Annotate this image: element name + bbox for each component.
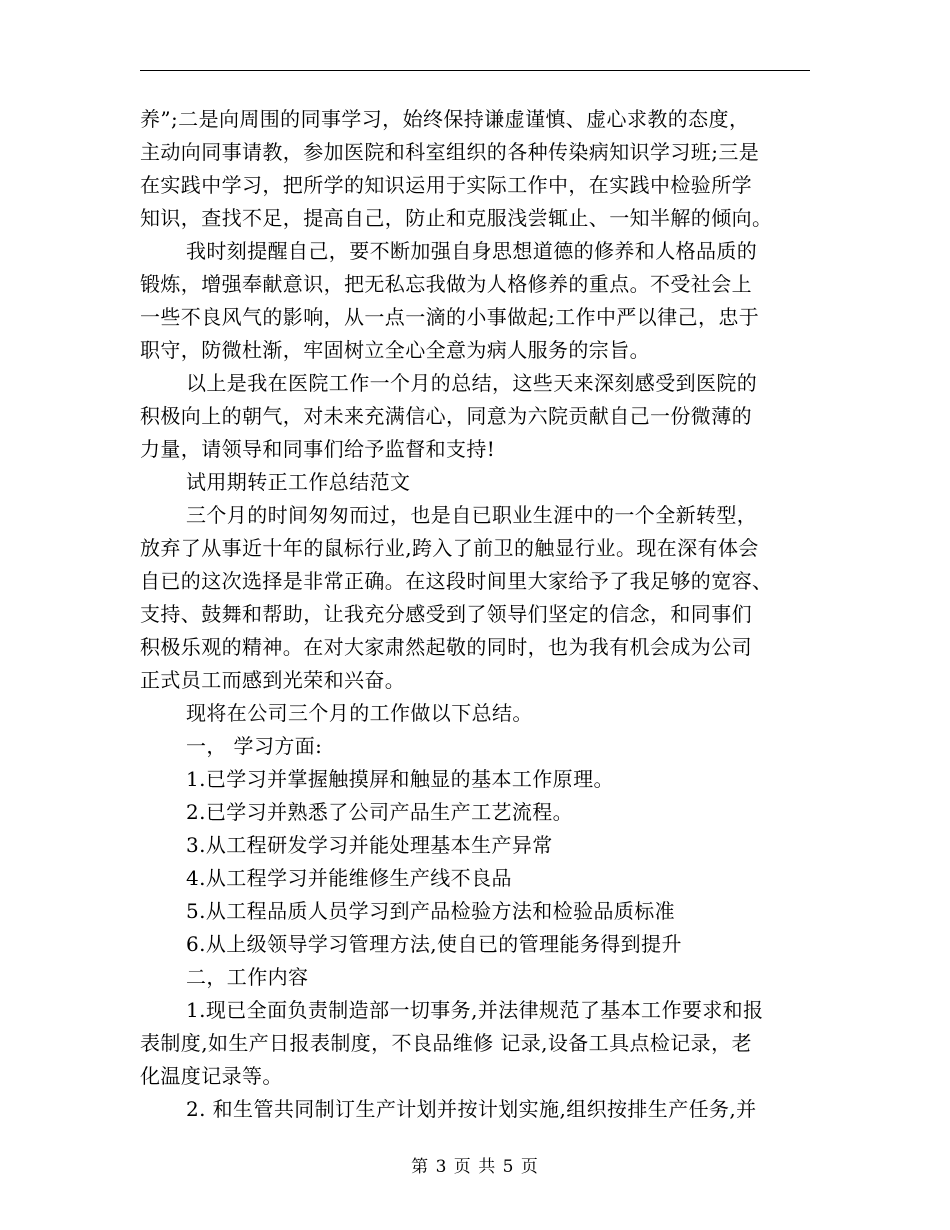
text-line: 在实践中学习，把所学的知识运用于实际工作中，在实践中检验所学 — [140, 173, 752, 197]
text-line: 自已的这次选择是非常正确。在这段时间里大家给予了我足够的宽容、 — [140, 569, 773, 593]
text-line: 力量，请领导和同事们给予监督和支持! — [140, 437, 496, 461]
text-line: 我时刻提醒自己，要不断加强自身思想道德的修养和人格品质的 — [186, 239, 758, 263]
text-line: 三个月的时间匆匆而过，也是自已职业生涯中的一个全新转型， — [186, 503, 758, 527]
document-body — [140, 103, 810, 1126]
header-rule — [140, 70, 810, 71]
text-line: 养”;二是向周围的同事学习，始终保持谦虚谨慎、虚心求教的态度， — [140, 107, 750, 131]
text-line: 支持、鼓舞和帮助，让我充分感受到了领导们坚定的信念，和同事们 — [140, 602, 752, 626]
list-item: 6.从上级领导学习管理方法,使自已的管理能务得到提升 — [186, 932, 682, 956]
text-line: 锻炼，增强奉献意识，把无私忘我做为人格修养的重点。不受社会上 — [140, 272, 752, 296]
list-item: 5.从工程品质人员学习到产品检验方法和检验品质标准 — [186, 899, 676, 923]
text-line: 一些不良风气的影响，从一点一滴的小事做起;工作中严以律己，忠于 — [140, 305, 760, 329]
text-line: 积极向上的朝气，对未来充满信心，同意为六院贡献自己一份微薄的 — [140, 404, 752, 428]
text-line: 现将在公司三个月的工作做以下总结。 — [186, 701, 533, 725]
text-line: 职守，防微杜渐，牢固树立全心全意为病人服务的宗旨。 — [140, 338, 650, 362]
list-item: 3.从工程研发学习并能处理基本生产异常 — [186, 833, 553, 857]
list-heading: 一， 学习方面: — [186, 734, 323, 758]
text-line: 主动向同事请教，参加医院和科室组织的各种传染病知识学习班;三是 — [140, 140, 760, 164]
text-line: 表制度,如生产日报表制度，不良品维修 记录,设备工具点检记录，老 — [140, 1031, 752, 1055]
list-item: 2. 和生管共同制订生产计划并按计划实施,组织按排生产任务,并 — [186, 1097, 757, 1121]
list-heading: 二，工作内容 — [186, 965, 309, 989]
text-line: 以上是我在医院工作一个月的总结，这些天来深刻感受到医院的 — [186, 371, 758, 395]
text-line: 积极乐观的精神。在对大家肃然起敬的同时，也为我有机会成为公司 — [140, 635, 752, 659]
list-item: 1.现已全面负责制造部一切事务,并法律规范了基本工作要求和报 — [186, 998, 764, 1022]
page-number: 第 3 页 共 5 页 — [411, 1157, 539, 1177]
text-line: 化温度记录等。 — [140, 1064, 283, 1088]
list-item: 2.已学习并熟悉了公司产品生产工艺流程。 — [186, 800, 574, 824]
text-line: 正式员工而感到光荣和兴奋。 — [140, 668, 406, 692]
text-line: 知识，查找不足，提高自己，防止和克服浅尝辄止、一知半解的倾向。 — [140, 206, 773, 230]
text-line: 放弃了从事近十年的鼠标行业,跨入了前卫的触显行业。现在深有体会 — [140, 536, 759, 560]
section-title: 试用期转正工作总结范文 — [186, 470, 411, 494]
list-item: 4.从工程学习并能维修生产线不良品 — [186, 866, 512, 890]
list-item: 1.已学习并掌握触摸屏和触显的基本工作原理。 — [186, 767, 614, 791]
